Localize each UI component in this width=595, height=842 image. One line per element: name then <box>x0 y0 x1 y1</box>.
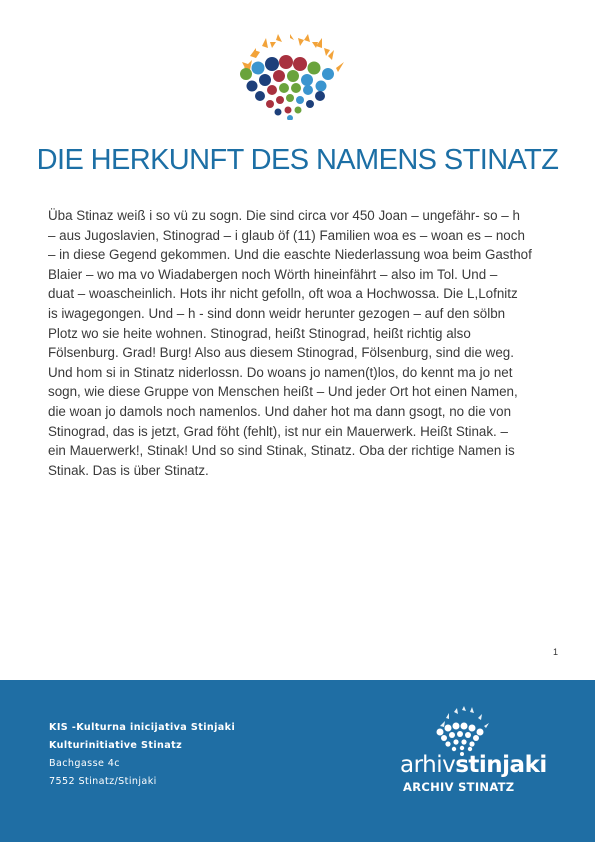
logo-dot <box>287 115 293 120</box>
logo-dot <box>322 68 334 80</box>
wheat-and-circles-logo-icon <box>232 34 348 120</box>
logo-dot <box>461 739 466 744</box>
logo-dot <box>473 735 479 741</box>
city-address: 7552 Stinatz/Stinjaki <box>49 776 157 787</box>
logo-dot <box>275 109 282 116</box>
logo-dot <box>247 81 258 92</box>
logo-dot <box>301 74 313 86</box>
text-line: duat – woascheinlich. Hots ihr nicht gefolln, oft woa a Hochwossa. Die L,Lofnitz <box>48 286 518 302</box>
logo-dot <box>279 55 293 69</box>
logo-dot <box>469 741 474 746</box>
logo-dot <box>276 96 284 104</box>
logo-dot <box>291 83 301 93</box>
logo-dot <box>240 68 252 80</box>
logo-dot <box>265 57 279 71</box>
archive-name <box>400 752 560 778</box>
text-line: – aus Jugoslavien, Stinograd – i glaub öf (11) Familien woa es – woan es – noch <box>48 227 525 243</box>
logo-dot <box>449 732 455 738</box>
text-line: ein Mauerwerk!, Stinak! Und so sind Stinak, Stinatz. Oba der richtige Namen is <box>48 443 515 459</box>
logo-dot <box>437 729 444 736</box>
logo-dot <box>266 100 274 108</box>
archive-subtitle: ARCHIV STINATZ <box>403 780 515 794</box>
logo-dot <box>460 746 464 750</box>
footer <box>0 680 595 842</box>
logo-dot <box>445 741 450 746</box>
page-number: 1 <box>553 647 559 657</box>
logo-dot <box>267 85 277 95</box>
archive-name-part1: arhiv <box>400 752 456 778</box>
org-name-german: Kulturinitiative Stinatz <box>49 740 183 751</box>
logo-dot <box>287 70 299 82</box>
footer-address <box>49 719 235 791</box>
logo-dot <box>457 731 463 737</box>
logo-dot <box>296 96 304 104</box>
logo-dot <box>469 725 476 732</box>
logo-dot <box>273 70 285 82</box>
page-title: DIE HERKUNFT DES NAMENS STINATZ <box>36 144 559 176</box>
archive-name-part2: stinjaki <box>455 752 547 778</box>
text-line: is iwagegongen. Und – h - sind donn weidr herunter gezogen – auf den sölbn <box>48 305 506 321</box>
logo-dot <box>308 62 321 75</box>
text-line: Blaier – wo ma vo Wiadabergen noch Wörth hineinfährt – also im Tol. Und – <box>48 266 498 282</box>
text-line: Stinograd, das is jetzt, Grad föht (fehlt), ist nur ein Mauerwerk. Heißt Stinak. – <box>48 423 508 439</box>
text-line: die woan jo damols noch namenlos. Und daher hot ma dann gsogt, no die von <box>48 403 512 419</box>
logo-dot <box>255 91 265 101</box>
logo-dot <box>286 94 294 102</box>
logo-dot <box>453 723 460 730</box>
logo-dot <box>279 83 289 93</box>
org-name-croatian: KIS -Kulturna inicijativa Stinjaki <box>49 722 236 733</box>
logo-dot <box>306 100 314 108</box>
logo-dot <box>465 732 471 738</box>
logo-dot <box>293 57 307 71</box>
text-line: Plotz wo sie heite wohnen. Stinograd, heißt Stinograd, heißt richtig also <box>48 325 471 341</box>
logo-dot <box>477 729 484 736</box>
logo-dot <box>441 735 447 741</box>
logo-dot <box>285 107 292 114</box>
logo-dot <box>453 739 458 744</box>
logo-dot <box>295 107 302 114</box>
logo-dot <box>468 747 472 751</box>
text-line: Üba Stinaz weiß i so vü zu sogn. Die sind circa vor 450 Joan – ungefähr- so – h <box>48 208 520 223</box>
logo-dot <box>316 81 327 92</box>
street-address: Bachgasse 4c <box>49 758 120 769</box>
logo-dot <box>252 62 265 75</box>
text-line: – in diese Gegend gekommen. Und die easchte Niederlassung woa beim Gasthof <box>48 247 532 263</box>
logo-dot <box>445 725 452 732</box>
text-line: Und hom si in Stinatz niderlossn. Do woans jo namen(t)los, do kennt ma jo net <box>48 364 513 380</box>
text-line: Fölsenburg. Grad! Burg! Also aus diesem Stinograd, Fölsenburg, sind die weg. <box>48 345 514 361</box>
text-line: Stinak. Das is über Stinatz. <box>48 462 209 478</box>
logo-dot <box>461 723 468 730</box>
body-text <box>48 206 560 480</box>
logo-dot <box>303 85 313 95</box>
logo-dot <box>452 747 456 751</box>
text-line: sogn, wie diese Gruppe von Menschen heißt – Und jeder Ort hot einen Namen, <box>48 384 518 400</box>
logo-dot <box>259 74 271 86</box>
logo-dot <box>315 91 325 101</box>
